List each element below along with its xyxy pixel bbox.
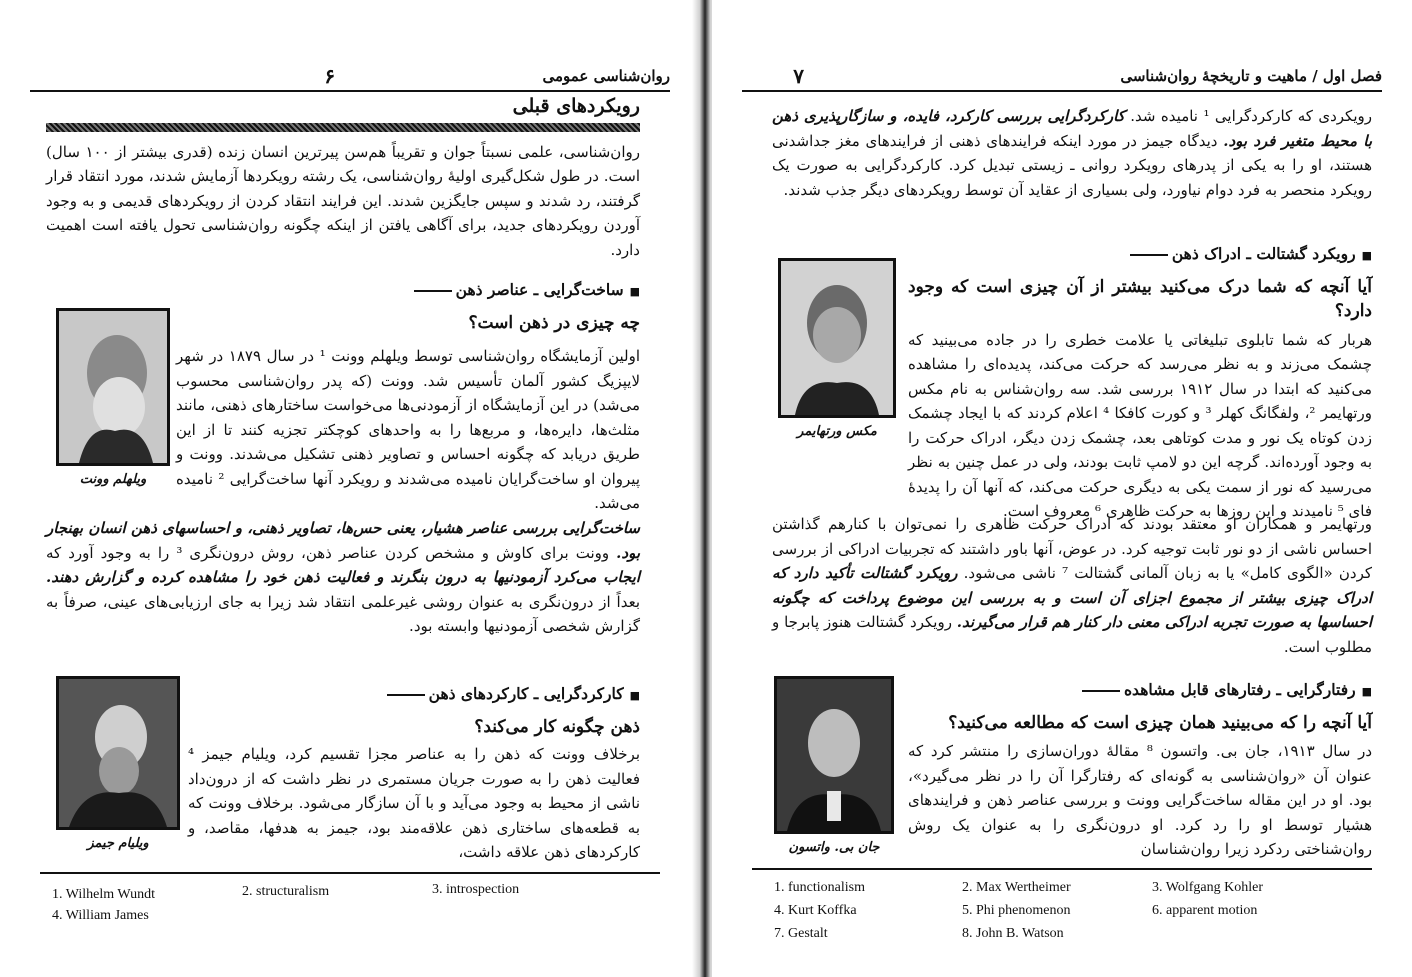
- wertheimer-caption: مکس ورتهایمر: [797, 424, 877, 439]
- right-page: [712, 0, 1412, 977]
- footnote-4: 4. Kurt Koffka: [774, 903, 857, 918]
- watson-figure: [774, 676, 894, 855]
- functionalism-heading: ■ کارکردگرایی ـ کارکردهای ذهن: [46, 682, 640, 709]
- footnote-6: 6. apparent motion: [1152, 903, 1258, 918]
- running-head: [742, 60, 1382, 92]
- gestalt-heading: ■ رویکرد گشتالت ـ ادراک ذهن: [908, 242, 1372, 269]
- behaviorism-paragraph: در سال ۱۹۱۳، جان بی. واتسون ⁸ مقالهٔ دوران‌سازی را منتشر کرد که عنوان آن «روان‌شناسی به گونه‌ای که رفتارگرا آن را در نظر می‌گیرد»، بود. او در این مقاله ساخت‌گرایی وونت و بررسی عناصر ذهن و فرایندهای هشیار توسط او را رد کرد. او درون‌نگری را به عنوان یک روش روان‌شناختی ردکرد زیرا روان‌شناسان: [908, 742, 1372, 858]
- top-column: [772, 104, 1372, 202]
- gestalt-body-full: [772, 512, 1372, 659]
- james-caption: ویلیام جیمز: [87, 836, 149, 851]
- gestalt-question: آیا آنچه که شما درک می‌کنید بیشتر از آن چیزی است که وجود دارد؟: [908, 276, 1372, 321]
- wertheimer-photo: [778, 258, 896, 418]
- structuralism-emphasis: ساخت‌گرایی بررسی عناصر هشیار، یعنی حس‌ها، تصاویر ذهنی، و احساسهای ذهن انسان بهنجار بود.: [46, 519, 640, 562]
- wundt-figure: [56, 308, 170, 487]
- footnote-rule: [40, 872, 660, 874]
- running-title: فصل اول / ماهیت و تاریخچهٔ روان‌شناسی: [1120, 67, 1382, 85]
- running-head: [30, 60, 670, 92]
- watson-caption: جان بی. واتسون: [788, 840, 880, 855]
- structuralism-body: [176, 344, 640, 516]
- functionalism-body: [188, 742, 640, 865]
- wundt-caption: ویلهلم وونت: [79, 472, 147, 487]
- intro-a: رویکردی که کارکردگرایی ¹ نامیده شد.: [1130, 107, 1372, 125]
- watson-photo: [774, 676, 894, 834]
- page-number: ۷: [793, 64, 804, 88]
- footnote-3: 3. Wolfgang Kohler: [1152, 880, 1263, 895]
- wundt-photo: [56, 308, 170, 466]
- structuralism-body-full: [46, 516, 640, 639]
- footnote-1: 1. Wilhelm Wundt: [52, 887, 155, 902]
- james-photo: [56, 676, 180, 830]
- footnote-7: 7. Gestalt: [774, 926, 828, 941]
- structuralism-paragraph: اولین آزمایشگاه روان‌شناسی توسط ویلهلم وونت ¹ در سال ۱۸۷۹ در شهر لایپزیگ کشور آلمان تأسیس شد. وونت (که پدر روان‌شناسی محسوب می‌شد) در این آزمایشگاه از آزمودنی‌ها می‌خواست ساختارهای ذهنی، مانند مثلث‌ها، دایره‌ها، و مربع‌ها را به واحدهای کوچکتر تجزیه کنند تا از این طریق دریابد که چگونه احساس و تصاویر ذهنی تشکیل می‌شدند. وونت و پیروان او ساخت‌گرایان نامیده می‌شدند و رویکرد آنها ساخت‌گرایی ² نامیده می‌شد.: [176, 347, 641, 512]
- intro-paragraph: روان‌شناسی، علمی نسبتاً جوان و تقریباً هم‌سن پیرترین انسان زنده (قدری بیشتر از ۱۰۰ سال) است. در طول شکل‌گیری اولیهٔ روان‌شناسی، یک رشته رویکردها آزمایش شدند، مورد انتقاد قرار گرفتند، رد شدند و سپس جایگزین شدند. این فرایند انتقاد کردن از رویکردهای قدیمی و به وجود آوردن رویکردهای جدید، برای آگاهی یافتن از اینکه چگونه روان‌شناسی تحول یافته است اهمیت دارد.: [46, 142, 640, 259]
- gestalt-para2-b: رویکرد گشتالت هنوز پابرجا و مطلوب است.: [772, 613, 1372, 656]
- gestalt-para2: [772, 512, 1372, 659]
- behaviorism-heading: ■ رفتارگرایی ـ رفتارهای قابل مشاهده: [908, 678, 1372, 705]
- james-figure: [56, 676, 180, 851]
- footnote-2: 2. structuralism: [242, 884, 330, 899]
- gestalt-section: [908, 232, 1372, 524]
- structuralism-para2-a: وونت برای کاوش و مشخص کردن عناصر ذهن، روش درون‌نگری ³ را به وجود آورد که: [46, 543, 610, 562]
- wertheimer-figure: [778, 258, 896, 439]
- intro-b: دیدگاه جیمز در مورد اینکه فرایندهای ذهنی از فرایندهای مغز جداشدنی هستند، او را به یکی از پدرهای رویکرد روانی ـ زیستی تبدیل کرد. کارکردگرایی به صورت یک رویکرد منحصر به فرد دوام نیاورد، ولی بسیاری از عقاید آن توسط رویکردهای دیگر جذب شدند.: [772, 131, 1372, 199]
- footnote-8: 8. John B. Watson: [962, 926, 1064, 941]
- left-page: [0, 0, 700, 977]
- footnote-5: 5. Phi phenomenon: [962, 903, 1071, 918]
- functionalism-question: ذهن چگونه کار می‌کند؟: [474, 716, 640, 737]
- footnote-2: 2. Max Wertheimer: [962, 880, 1071, 895]
- structuralism-emphasis-text: [46, 516, 640, 639]
- section-title: رویکردهای قبلی: [512, 95, 640, 117]
- behaviorism-question: آیا آنچه را که می‌بینید همان چیزی است که مطالعه می‌کنید؟: [948, 712, 1372, 733]
- footnote-rule: [752, 868, 1372, 870]
- gestalt-emphasis: رویکرد گشتالت تأکید دارد که ادراک چیزی بیشتر از مجموع اجزای آن است و به بررسی این موضوع پرداخت که چگونه احساسها به صورت تجربه ادراکی معنی دار کنار هم قرار می‌گیرند.: [772, 564, 1372, 631]
- structuralism-heading: ■ ساخت‌گرایی ـ عناصر ذهن: [46, 278, 640, 305]
- gestalt-para2-a: ورتهایمر و همکاران او معتقد بودند که ادراک حرکت ظاهری را نمی‌توان با کنارهم گذاشتن احساس ناشی از دو نور ثابت توجیه کرد. در عوض، آنها باور داشتند که تجربیات ادراکی از بررسی کردن «الگوی کامل» یا به زبان آلمانی گشتالت ⁷ ناشی می‌شود.: [772, 515, 1372, 582]
- structuralism-question: چه چیزی در ذهن است؟: [468, 312, 640, 333]
- footnote-4: 4. William James: [52, 908, 149, 923]
- gestalt-paragraph: هربار که شما تابلوی تبلیغاتی یا علامت خطری را در جاده می‌بینید که چشمک می‌زند و به نظر می‌رسد که حرکت می‌کند، پدیده‌ای را مشاهده می‌کنید که ابتدا در سال ۱۹۱۲ بررسی شد. سه روان‌شناس به نام مکس ورتهایمر ²، ولفگانگ کهلر ³ و کورت کافکا ⁴ اعلام کردند که با ایجاد چشمک زدن کوتاه یک نور و مدت کوتاهی بعد، چشمک زدن دیگر، ادراک حرکت را به وجود آورده‌اند. گرچه این دو لامپ ثابت بودند، ولی در عمل چنین به نظر می‌رسید که نور از سمت یکی به دیگری حرکت می‌کند، که آنها آن را پدیدهٔ فای ⁵ نامیدند و این روزها به حرکت ظاهری ⁶ معروف است.: [908, 330, 1372, 520]
- section-title-rule: [46, 123, 640, 132]
- behaviorism-section: [908, 668, 1372, 862]
- structuralism-para2-b: بعداً از درون‌نگری به عنوان روشی غیرعلمی انتقاد شد زیرا به جای ارزیابی‌های عینی، صرفاً به گزارش شخصی آزمودنیها وابسته بود.: [46, 592, 640, 635]
- functionalism-paragraph: برخلاف وونت که ذهن را به عناصر مجزا تقسیم کرد، ویلیام جیمز ⁴ فعالیت ذهن را به صورت جریان مستمری در نظر داشت که از درون‌داد ناشی از محیط به وجود می‌آید و با آن سازگار می‌شود. برخلاف وونت که به قطعه‌های ساختاری ذهن علاقه‌مند بود، جیمز به هدفها، مقاصد، و کارکردهای ذهن علاقه داشت،: [188, 745, 640, 861]
- intro-paragraph: [772, 104, 1372, 202]
- running-title: روان‌شناسی عمومی: [542, 67, 670, 85]
- structuralism-para2-emphasis: ایجاب می‌کرد آزمودنیها به درون بنگرند و فعالیت ذهن خود را مشاهده کرده و گزارش دهند.: [46, 568, 640, 586]
- footnote-1: 1. functionalism: [774, 880, 865, 895]
- top-column: [46, 94, 640, 262]
- intro-emphasis: کارکردگرایی بررسی کارکرد، فایده، و سازگارپذیری ذهن با محیط متغیر فرد بود.: [772, 107, 1372, 150]
- footnote-3: 3. introspection: [432, 882, 520, 897]
- page-number: ۶: [324, 64, 336, 88]
